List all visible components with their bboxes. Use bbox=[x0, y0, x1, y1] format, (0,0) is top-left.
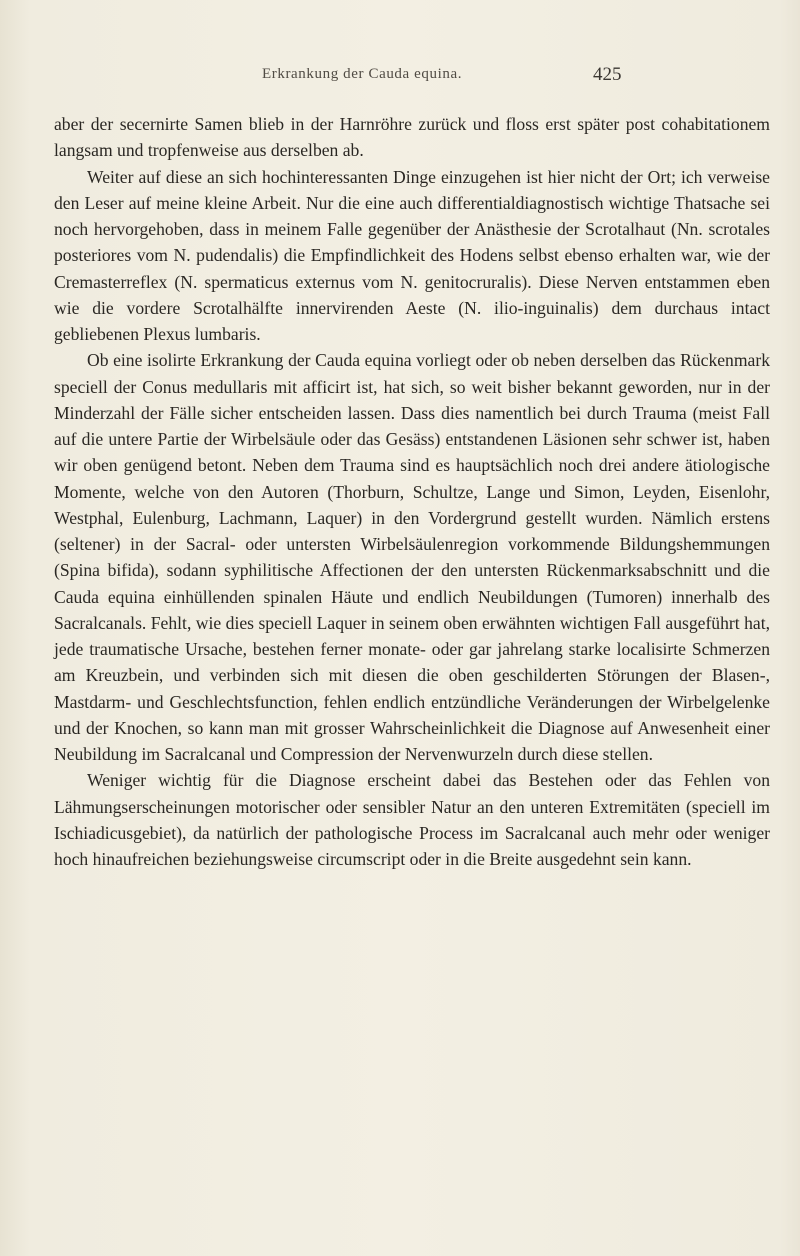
paragraph: aber der secernirte Samen blieb in der Harnröhre zurück und floss erst später post cohabitationem langsam und tropfenweise aus derselben ab. bbox=[54, 114, 770, 161]
running-title: Erkrankung der Cauda equina. bbox=[262, 66, 463, 82]
paragraph: Weiter auf diese an sich hochinteressanten Dinge einzugehen ist hier nicht der Ort; ich verweise den Leser auf meine kleine Arbeit. Nur die eine auch differentialdiagnostisch wichtige Thatsache sei noch hervorgehoben, dass in meinem Falle gegenüber der Anästhesie der Scrotalhaut (Nn. scrotales posteriores vom N. pudendalis) die Empfindlichkeit des Hodens selbst ebenso erhalten war, wie der Cremasterreflex (N. spermaticus externus vom N. genitocruralis). Diese Nerven entstammen eben wie die vordere Scrotalhälfte innervirenden Aeste (N. ilio-inguinalis) dem durchaus intact gebliebenen Plexus lumbaris. bbox=[54, 166, 770, 344]
paragraph: Ob eine isolirte Erkrankung der Cauda equina vorliegt oder ob neben derselben das Rückenmark speciell der Conus medullaris mit afficirt ist, hat sich, so weit bisher bekannt geworden, nur in der Minderzahl der Fälle sicher entscheiden lassen. Dass dies namentlich bei durch Trauma (meist Fall auf die untere Partie der Wirbelsäule oder das Gesäss) entstandenen Läsionen sehr schwer ist, haben wir oben genügend betont. Neben dem Trauma sind es hauptsächlich noch drei andere ätiologische Momente, welche von den Autoren (Thorburn, Schultze, Lange und Simon, Leyden, Eisenlohr, Westphal, Eulenburg, Lachmann, Laquer) in den Vordergrund gestellt wurden. Nämlich erstens (seltener) in der Sacral- oder untersten Wirbelsäulenregion vorkommende Bildungshemmungen (Spina bifida), sodann syphilitische Affectionen der den untersten Rückenmarksabschnitt und die Cauda equina einhüllenden spinalen Häute und endlich Neubildungen (Tumoren) innerhalb des Sacralcanals. Fehlt, wie dies speciell Laquer in seinem oben erwähnten wichtigen Fall ausgeführt hat, jede traumatische Ursache, bestehen ferner monate- oder gar jahrelang starke localisirte Schmerzen am Kreuzbein, und verbinden sich mit diesen die oben geschilderten Störungen der Blasen-, Mastdarm- und Geschlechtsfunction, fehlen endlich entzündliche Veränderungen der Wirbelgelenke und der Knochen, so kann man mit grosser Wahrscheinlichkeit die Diagnose auf Anwesenheit einer Neubildung im Sacralcanal und Compression der Nervenwurzeln durch diese stellen. bbox=[54, 350, 770, 764]
body-text bbox=[54, 111, 770, 872]
paragraph: Weniger wichtig für die Diagnose erscheint dabei das Bestehen oder das Fehlen von Lähmungserscheinungen motorischer oder sensibler Natur an den unteren Extremitäten (speciell im Ischiadicusgebiet), da natürlich der pathologische Process im Sacralcanal auch mehr oder weniger hoch hinaufreichen beziehungsweise circumscript oder in die Breite ausgedehnt sein kann. bbox=[54, 770, 770, 869]
page-number: 425 bbox=[593, 64, 622, 85]
running-head bbox=[0, 64, 800, 90]
